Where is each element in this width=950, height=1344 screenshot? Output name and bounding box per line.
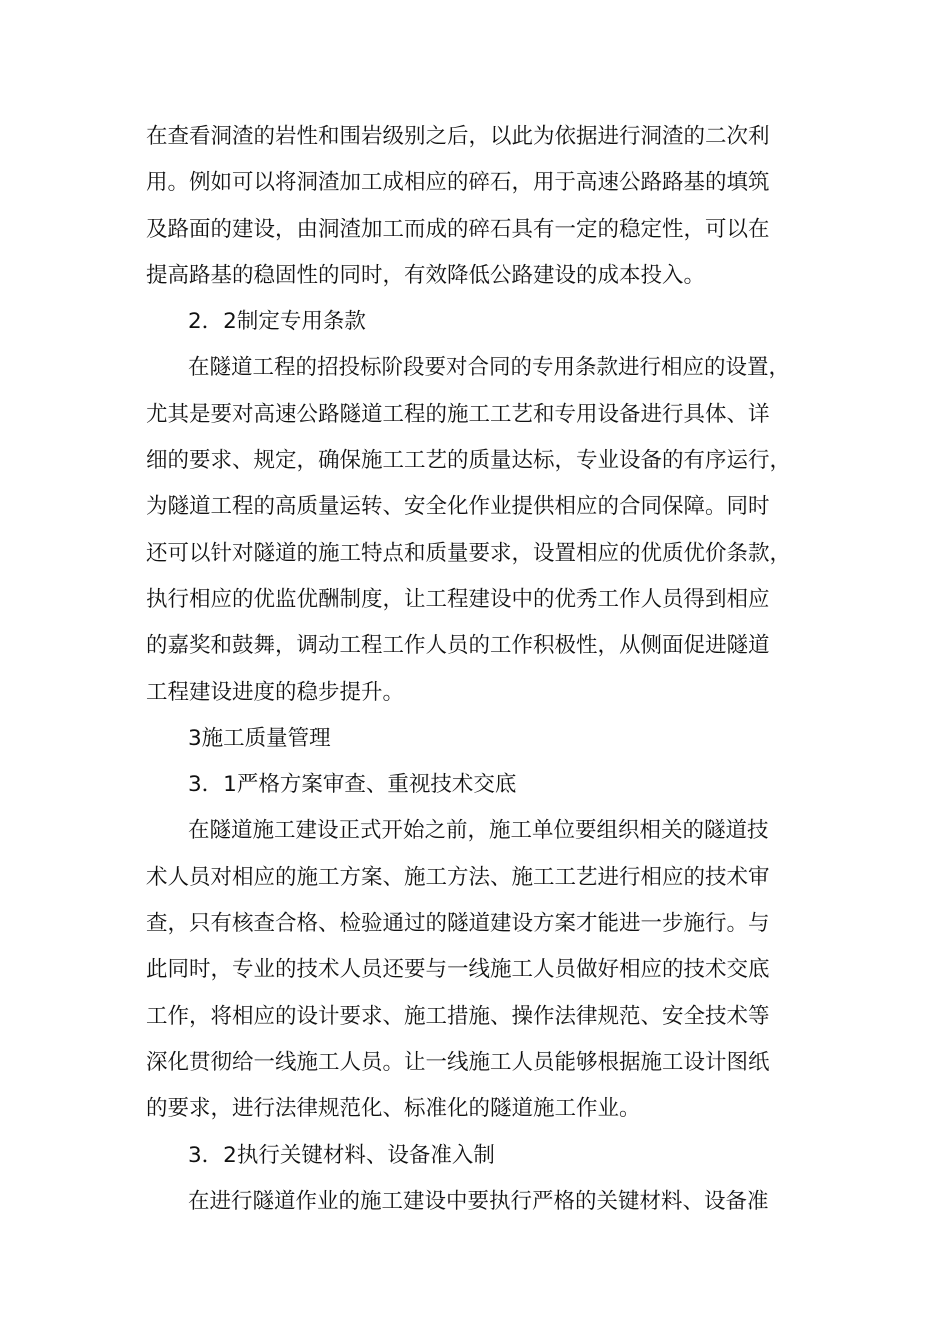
text-line: 深化贯彻给一线施工人员。让一线施工人员能够根据施工设计图纸: [146, 1049, 770, 1075]
section-heading: 3施工质量管理: [188, 725, 331, 751]
text-line: 的嘉奖和鼓舞，调动工程工作人员的工作积极性，从侧面促进隧道: [146, 633, 770, 659]
text-line: 此同时，专业的技术人员还要与一线施工人员做好相应的技术交底: [146, 957, 770, 983]
text-line: 查，只有核查合格、检验通过的隧道建设方案才能进一步施行。与: [146, 911, 770, 937]
text-line: 尤其是要对高速公路隧道工程的施工工艺和专用设备进行具体、详: [146, 401, 770, 427]
text-line: 在进行隧道作业的施工建设中要执行严格的关键材料、设备准: [188, 1188, 769, 1214]
section-heading: 3．2执行关键材料、设备准入制: [188, 1142, 495, 1168]
text-line: 工作，将相应的设计要求、施工措施、操作法律规范、安全技术等: [146, 1003, 770, 1029]
document-body: [146, 114, 806, 1225]
text-line: 执行相应的优监优酬制度，让工程建设中的优秀工作人员得到相应: [146, 586, 770, 612]
text-line: 术人员对相应的施工方案、施工方法、施工工艺进行相应的技术审: [146, 864, 770, 890]
text-line: 在隧道施工建设正式开始之前，施工单位要组织相关的隧道技: [188, 818, 769, 844]
text-line: 还可以针对隧道的施工特点和质量要求，设置相应的优质优价条款，: [146, 540, 792, 566]
text-line: 细的要求、规定，确保施工工艺的质量达标，专业设备的有序运行，: [146, 448, 792, 474]
text-line: 的要求，进行法律规范化、标准化的隧道施工作业。: [146, 1096, 641, 1122]
text-line: 为隧道工程的高质量运转、安全化作业提供相应的合同保障。同时: [146, 494, 770, 520]
text-line: 用。例如可以将洞渣加工成相应的碎石，用于高速公路路基的填筑: [146, 170, 770, 196]
text-line: 及路面的建设，由洞渣加工而成的碎石具有一定的稳定性，可以在: [146, 216, 770, 242]
section-heading: 2．2制定专用条款: [188, 309, 366, 335]
text-line: 在查看洞渣的岩性和围岩级别之后，以此为依据进行洞渣的二次利: [146, 124, 770, 149]
text-line: 工程建设进度的稳步提升。: [146, 679, 405, 705]
section-heading: 3．1严格方案审查、重视技术交底: [188, 772, 517, 798]
text-line: 在隧道工程的招投标阶段要对合同的专用条款进行相应的设置，: [188, 355, 791, 381]
text-line: 提高路基的稳固性的同时，有效降低公路建设的成本投入。: [146, 262, 706, 288]
